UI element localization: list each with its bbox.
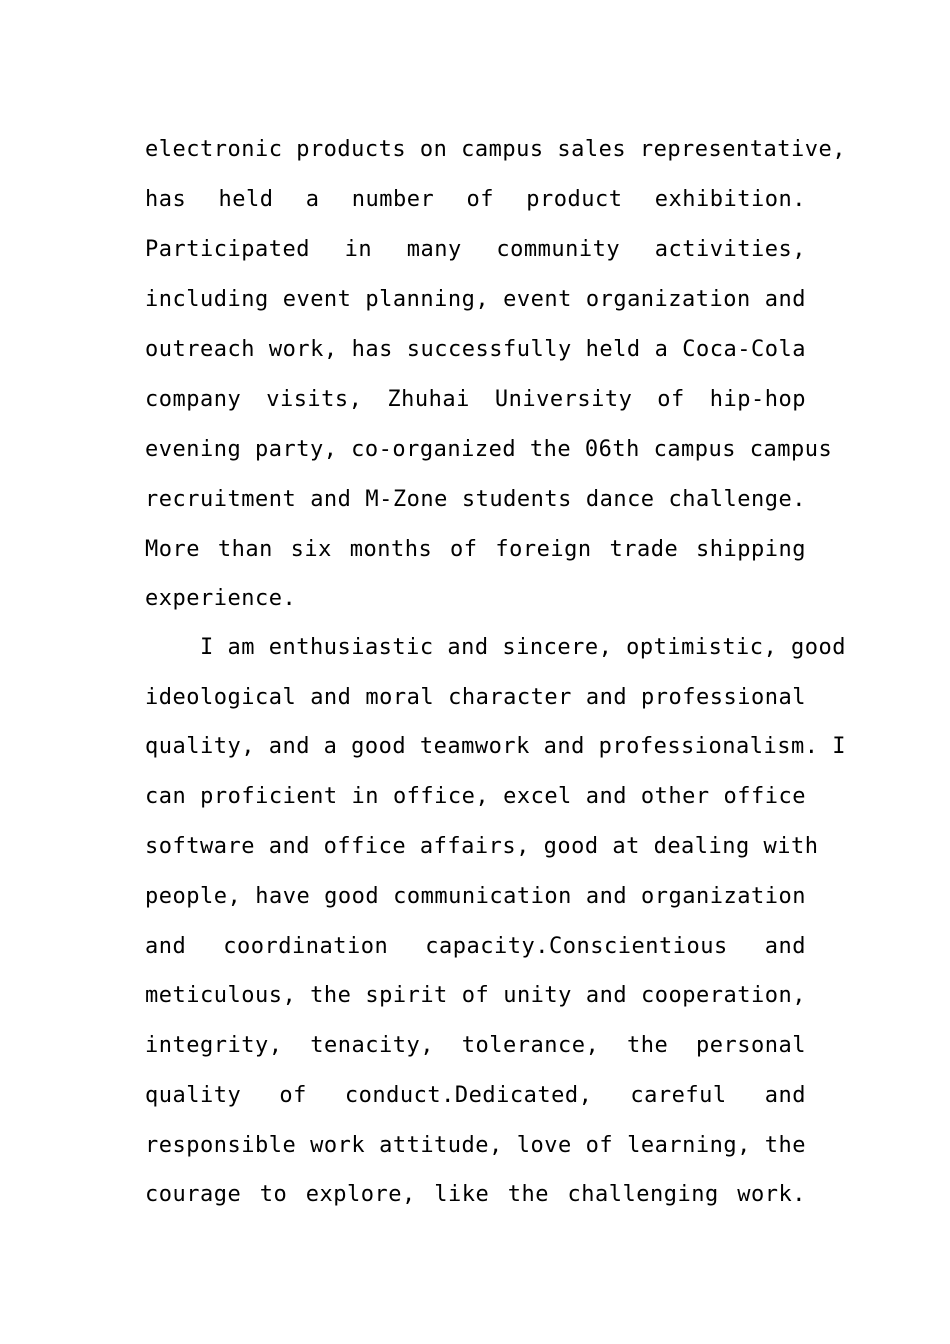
- paragraph-1-line-10: experience.: [145, 586, 297, 611]
- paragraph-1-line-7: evening party, co-organized the 06th campus campus: [145, 437, 833, 462]
- paragraph-2-line-1: I am enthusiastic and sincere, optimistic, good: [200, 635, 847, 660]
- paragraph-2-line-6: people, have good communication and organization: [145, 884, 806, 909]
- paragraph-1-line-5: outreach work, has successfully held a Coca-Cola: [145, 337, 806, 362]
- paragraph-1-line-2: has held a number of product exhibition.: [145, 187, 806, 212]
- paragraph-2-line-7: and coordination capacity.Conscientious and: [145, 934, 806, 959]
- paragraph-1-line-9: More than six months of foreign trade shipping: [145, 537, 806, 562]
- paragraph-2-line-11: responsible work attitude, love of learning, the: [145, 1133, 806, 1158]
- paragraph-2-line-12: courage to explore, like the challenging work.: [145, 1182, 806, 1207]
- paragraph-2-line-2: ideological and moral character and professional: [145, 685, 806, 710]
- paragraph-1-line-3: Participated in many community activities,: [145, 237, 806, 262]
- paragraph-2-line-8: meticulous, the spirit of unity and cooperation,: [145, 983, 806, 1008]
- paragraph-1-line-4: including event planning, event organization and: [145, 287, 806, 312]
- paragraph-1-line-1: electronic products on campus sales representative,: [145, 137, 847, 162]
- paragraph-2-line-3: quality, and a good teamwork and professionalism. I: [145, 734, 847, 759]
- paragraph-2-line-9: integrity, tenacity, tolerance, the personal: [145, 1033, 806, 1058]
- paragraph-1-line-6: company visits, Zhuhai University of hip-hop: [145, 387, 806, 412]
- paragraph-2-line-10: quality of conduct.Dedicated, careful and: [145, 1083, 806, 1108]
- paragraph-2-line-4: can proficient in office, excel and other office: [145, 784, 806, 809]
- paragraph-1-line-8: recruitment and M-Zone students dance challenge.: [145, 487, 806, 512]
- paragraph-2-line-5: software and office affairs, good at dealing with: [145, 834, 819, 859]
